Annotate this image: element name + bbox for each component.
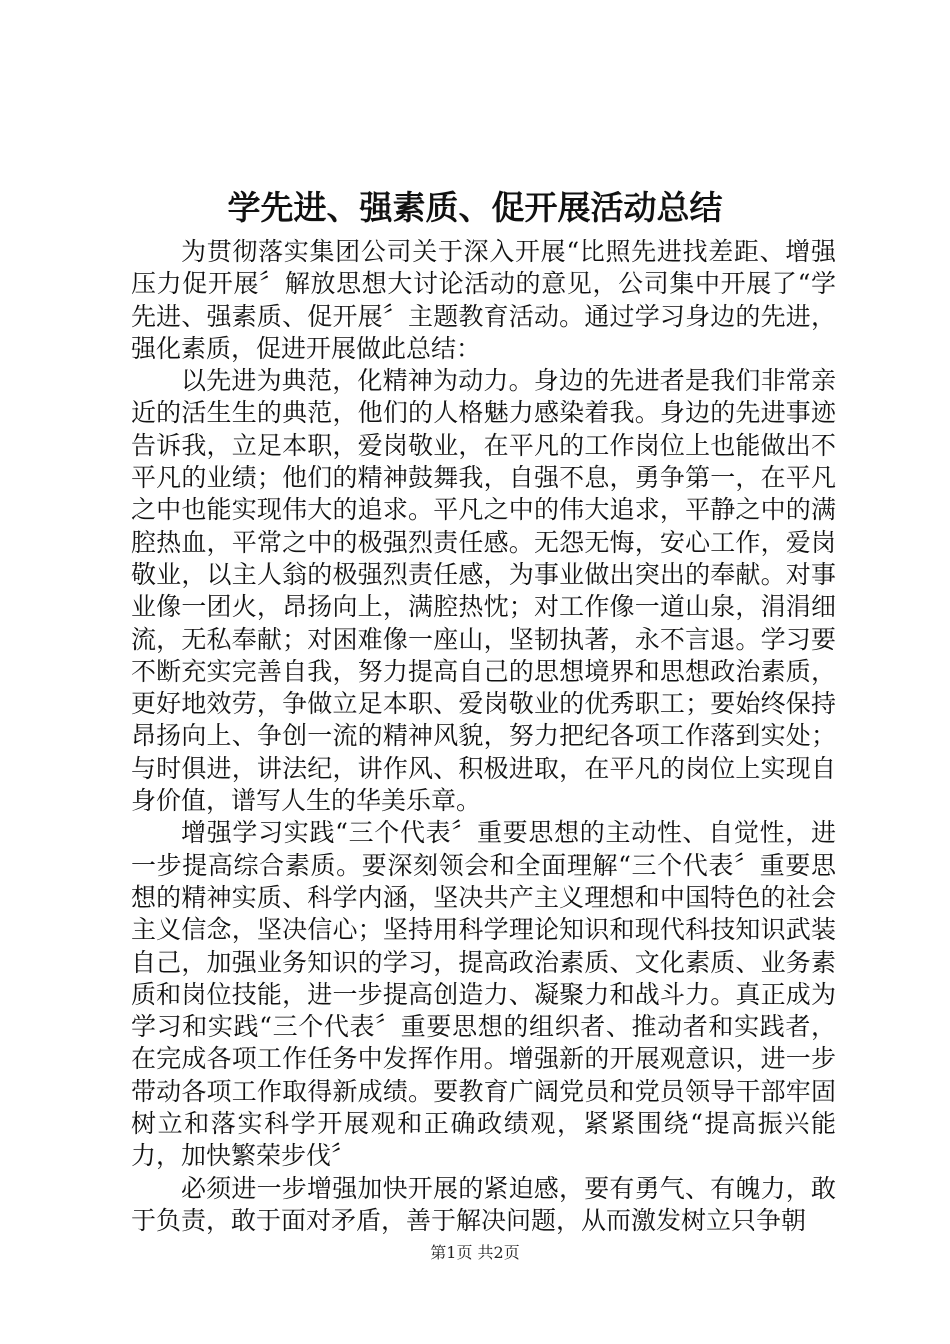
paragraph-1: 为贯彻落实集团公司关于深入开展“比照先进找差距、增强压力促开展〞解放思想大讨论活动的意见，公司集中开展了“学先进、强素质、促开展〞主题教育活动。通过学习身边的先进，强化素质，促进开展做此总结：: [131, 237, 836, 363]
document-title: 学先进、强素质、促开展活动总结: [227, 188, 723, 227]
paragraph-4: 必须进一步增强加快开展的紧迫感，要有勇气、有魄力，敢于负责，敢于面对矛盾，善于解决问题，从而激发树立只争朝: [131, 1173, 836, 1235]
document-body: [131, 236, 836, 1237]
paragraph-2: 以先进为典范，化精神为动力。身边的先进者是我们非常亲近的活生生的典范，他们的人格魅力感染着我。身边的先进事迹告诉我，立足本职，爱岗敬业，在平凡的工作岗位上也能做出不平凡的业绩；他们的精神鼓舞我，自强不息，勇争第一，在平凡之中也能实现伟大的追求。平凡之中的伟大追求，平静之中的满腔热血，平常之中的极强烈责任感。无怨无悔，安心工作，爱岗敬业，以主人翁的极强烈责任感，为事业做出突出的奉献。对事业像一团火，昂扬向上，满腔热忱；对工作像一道山泉，涓涓细流，无私奉献；对困难像一座山，坚韧执著，永不言退。学习要不断充实完善自我，努力提高自己的思想境界和思想政治素质，更好地效劳，争做立足本职、爱岗敬业的优秀职工；要始终保持昂扬向上、争创一流的精神风貌，努力把纪各项工作落到实处；与时俱进，讲法纪，讲作风、积极进取，在平凡的岗位上实现自身价值，谱写人生的华美乐章。: [131, 366, 836, 816]
paragraph-3: 增强学习实践“三个代表〞重要思想的主动性、自觉性，进一步提高综合素质。要深刻领会和全面理解“三个代表〞重要思想的精神实质、科学内涵，坚决共产主义理想和中国特色的社会主义信念，坚决信心；坚持用科学理论知识和现代科技知识武装自己，加强业务知识的学习，提高政治素质、文化素质、业务素质和岗位技能，进一步提高创造力、凝聚力和战斗力。真正成为学习和实践“三个代表〞重要思想的组织者、推动者和实践者，在完成各项工作任务中发挥作用。增强新的开展观意识，进一步带动各项工作取得新成绩。要教育广阔党员和党员领导干部牢固树立和落实科学开展观和正确政绩观，紧紧围绕“提高振兴能力，加快繁荣步伐〞: [131, 818, 836, 1171]
page-footer: 第1页 共2页: [430, 1243, 520, 1262]
